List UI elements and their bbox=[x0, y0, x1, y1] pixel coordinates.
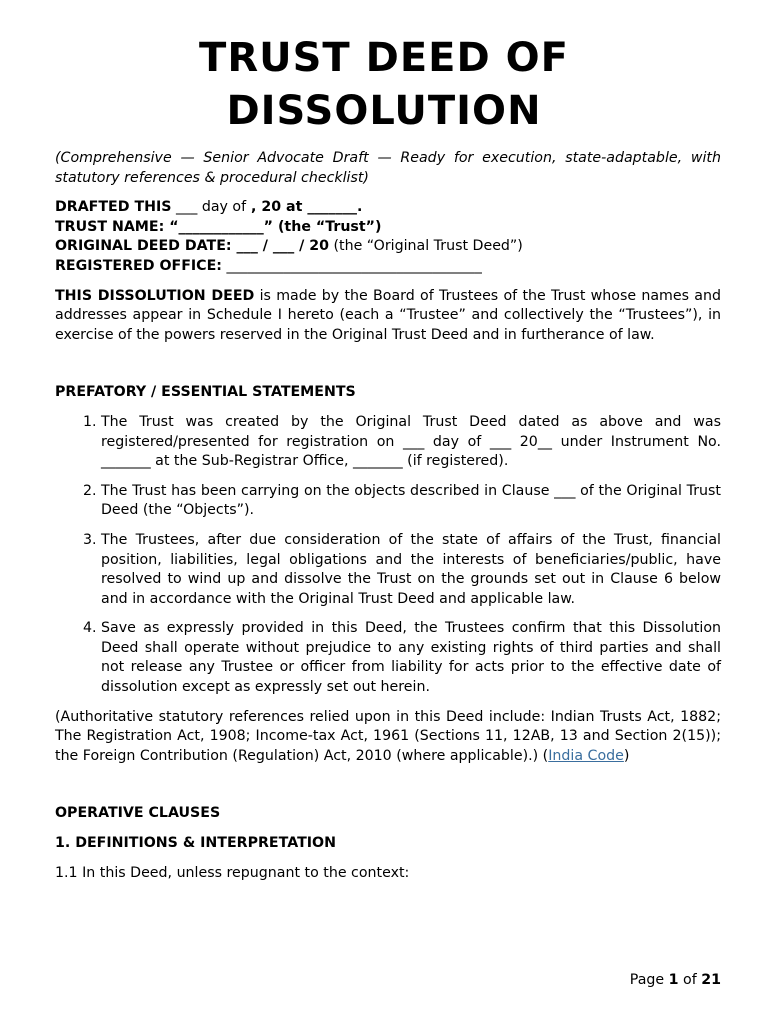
registered-office-blank: ____________________________________ bbox=[221, 257, 482, 274]
page-label: Page bbox=[629, 972, 665, 988]
list-item: 4. Save as expressly provided in this Deed, the Trustees confirm that this Dissolution Deed shall operate without prejudice to any existing rights of third parties and shall not release any Trustee or officer from liability for acts prior to the effective date of dissolution except as expressly set out herein. bbox=[101, 619, 721, 697]
registered-office-label: REGISTERED OFFICE: bbox=[55, 257, 222, 274]
list-item: 2. The Trust has been carrying on the objects described in Clause ___ of the Original Trust Deed (the “Objects”). bbox=[101, 482, 721, 521]
prefatory-list bbox=[55, 413, 721, 698]
original-date-rest: (the “Original Trust Deed”) bbox=[328, 238, 523, 255]
statutory-text: (Authoritative statutory references relied upon in this Deed include: Indian Trusts Act, 1882; The Registration Act, 1908; Income-tax Act, 1961 (Sections 11, 12AB, 13 and Section 2(15)); the Foreign Contribution (Regulation) Act, 2010 (where applicable).) ( bbox=[55, 708, 721, 764]
document-title bbox=[0, 32, 768, 138]
current-page: 1 bbox=[668, 972, 679, 988]
original-date-line bbox=[55, 237, 721, 257]
list-item: 3. The Trustees, after due consideration of the state of affairs of the Trust, financial position, liabilities, legal obligations and the interests of beneficiaries/public, have resolved to wind up and dissolve the Trust on the grounds set out in Clause 6 below and in accordance with the Original Trust Deed and applicable law. bbox=[101, 531, 721, 609]
title-line-2: DISSOLUTION bbox=[226, 88, 542, 134]
list-item: 1. The Trust was created by the Original Trust Deed dated as above and was registered/presented for registration on ___ day of ___ 20__ under Instrument No. _______ at the Sub-Registrar Office, _______ (if registered). bbox=[101, 413, 721, 472]
page-number bbox=[630, 972, 721, 988]
drafted-year: , 20 at _______. bbox=[246, 199, 363, 216]
total-pages: 21 bbox=[701, 972, 721, 988]
prefatory-heading: PREFATORY / ESSENTIAL STATEMENTS bbox=[55, 384, 356, 401]
india-code-link[interactable]: India Code bbox=[548, 747, 624, 764]
drafted-label: DRAFTED THIS bbox=[55, 199, 172, 216]
of-label: of bbox=[683, 972, 697, 988]
statutory-close: ) bbox=[623, 747, 630, 764]
definitions-heading: 1. DEFINITIONS & INTERPRETATION bbox=[55, 835, 336, 852]
subtitle: (Comprehensive — Senior Advocate Draft — Ready for execution, state-adaptable, with statutory references & procedural checklist) bbox=[55, 150, 721, 186]
statutory-references bbox=[55, 708, 721, 767]
title-line-1: TRUST DEED OF bbox=[199, 35, 569, 81]
registered-office-line bbox=[55, 257, 721, 277]
intro-paragraph bbox=[55, 287, 721, 346]
document-body bbox=[55, 149, 721, 883]
deed-header-block bbox=[55, 198, 721, 276]
drafted-blank: ___ bbox=[171, 199, 202, 216]
clause-1-1: 1.1 In this Deed, unless repugnant to the context: bbox=[55, 864, 410, 881]
original-date-label: ORIGINAL DEED DATE: ___ / ___ / 20 bbox=[55, 238, 329, 255]
operative-heading: OPERATIVE CLAUSES bbox=[55, 805, 221, 822]
trust-name-line: TRUST NAME: “____________” (the “Trust”) bbox=[55, 218, 382, 235]
drafted-day: day of bbox=[201, 199, 247, 216]
drafted-line bbox=[55, 198, 721, 218]
intro-text: is made by the Board of Trustees of the Trust whose names and addresses appear in Schedule I hereto (each a “Trustee” and collectively the “Trustees”), in exercise of the powers reserved in the Original Trust Deed and in furtherance of law. bbox=[55, 287, 721, 343]
intro-lead: THIS DISSOLUTION DEED bbox=[55, 287, 255, 304]
